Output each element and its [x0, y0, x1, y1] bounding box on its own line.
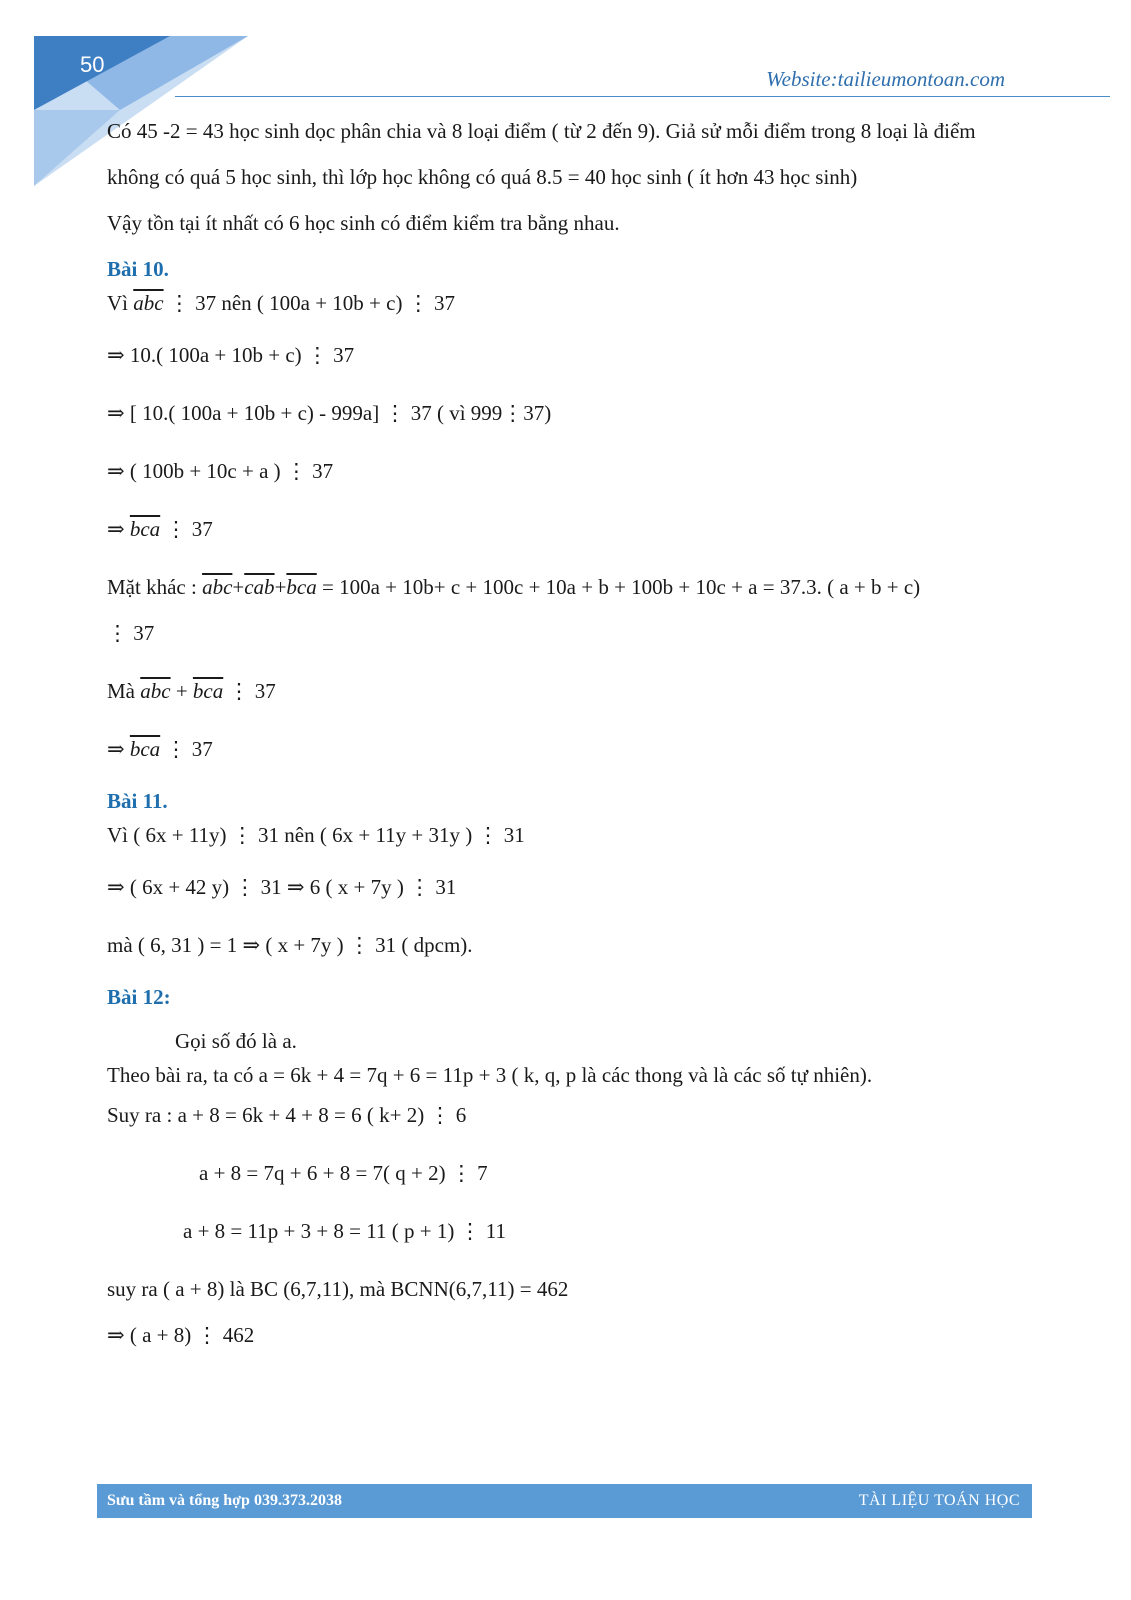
paragraph: Có 45 -2 = 43 học sinh dọc phân chia và 8 loại điểm ( từ 2 đến 9). Giả sử mỗi điểm trong 8 loại là điểm không có quá 5 học sinh, thì lớp học không có quá 8.5 = 40 học sinh ( ít hơn 43 học sinh): [107, 119, 976, 189]
math-line: a + 8 = 11p + 3 + 8 = 11 ( p + 1) ⋮ 11: [183, 1219, 507, 1243]
heading-bai-12: Bài 12:: [107, 985, 171, 1009]
math-line: ⇒ $\overline{bca}$ ⋮ 37: [107, 517, 213, 541]
paragraph: Theo bài ra, ta có a = 6k + 4 = 7q + 6 = 11p + 3 ( k, q, p là các thong và là các số tự nhiên).: [107, 1063, 873, 1087]
website-link: Website:tailieumontoan.com: [766, 67, 1005, 91]
math-line: ⇒ 10.( 100a + 10b + c) ⋮ 37: [107, 343, 355, 367]
math-line: Suy ra : a + 8 = 6k + 4 + 8 = 6 ( k+ 2) ⋮ 6: [107, 1103, 467, 1127]
math-line: a + 8 = 7q + 6 + 8 = 7( q + 2) ⋮ 7: [199, 1161, 488, 1185]
heading-bai-10: Bài 10.: [107, 257, 169, 281]
heading-bai-11: Bài 11.: [107, 789, 168, 813]
math-line: Mặt khác : $\overline{abc}+\overline{cab}+\overline{bca} = 100a + 10b+ c + 100c + 10a + b + 100b + 10c + a = 37.3$. ( a + b + c): [107, 575, 921, 599]
paragraph: Gọi số đó là a.: [175, 1029, 297, 1053]
math-line: Mà $\overline{abc} + \overline{bca}$ ⋮ 37: [107, 679, 276, 703]
footer-left-text: Sưu tầm và tổng hợp 039.373.2038: [107, 1492, 342, 1509]
math-line: ⋮ 37: [107, 621, 155, 645]
math-line: Vì $\overline{abc}$ ⋮ 37 nên ( 100a + 10b + c) ⋮ 37: [107, 291, 455, 315]
header-rule: [175, 96, 1110, 97]
math-line: ⇒ ( 6x + 42 y) ⋮ 31 ⇒ 6 ( x + 7y ) ⋮ 31: [107, 875, 457, 899]
math-line: ⇒ ( a + 8) ⋮ 462: [107, 1323, 255, 1347]
math-line: mà ( 6, 31 ) = 1 ⇒ ( x + 7y ) ⋮ 31 ( dpcm).: [107, 933, 473, 957]
math-line: ⇒ [ 10.( 100a + 10b + c) - 999a] ⋮ 37 ( vì 999⋮37): [107, 401, 552, 425]
math-line: suy ra ( a + 8) là BC (6,7,11), mà BCNN(6,7,11) = 462: [107, 1277, 569, 1301]
footer-bar: [97, 1484, 1032, 1518]
math-line: ⇒ $\overline{bca}$ ⋮ 37: [107, 737, 213, 761]
document-body: [107, 108, 1027, 1358]
math-line: ⇒ ( 100b + 10c + a ) ⋮ 37: [107, 459, 334, 483]
footer-right-text: TÀI LIỆU TOÁN HỌC: [858, 1492, 1020, 1509]
math-line: Vì ( 6x + 11y) ⋮ 31 nên ( 6x + 11y + 31y ) ⋮ 31: [107, 823, 525, 847]
page-number: 50: [80, 52, 105, 77]
paragraph: Vậy tồn tại ít nhất có 6 học sinh có điểm kiểm tra bằng nhau.: [107, 211, 620, 235]
